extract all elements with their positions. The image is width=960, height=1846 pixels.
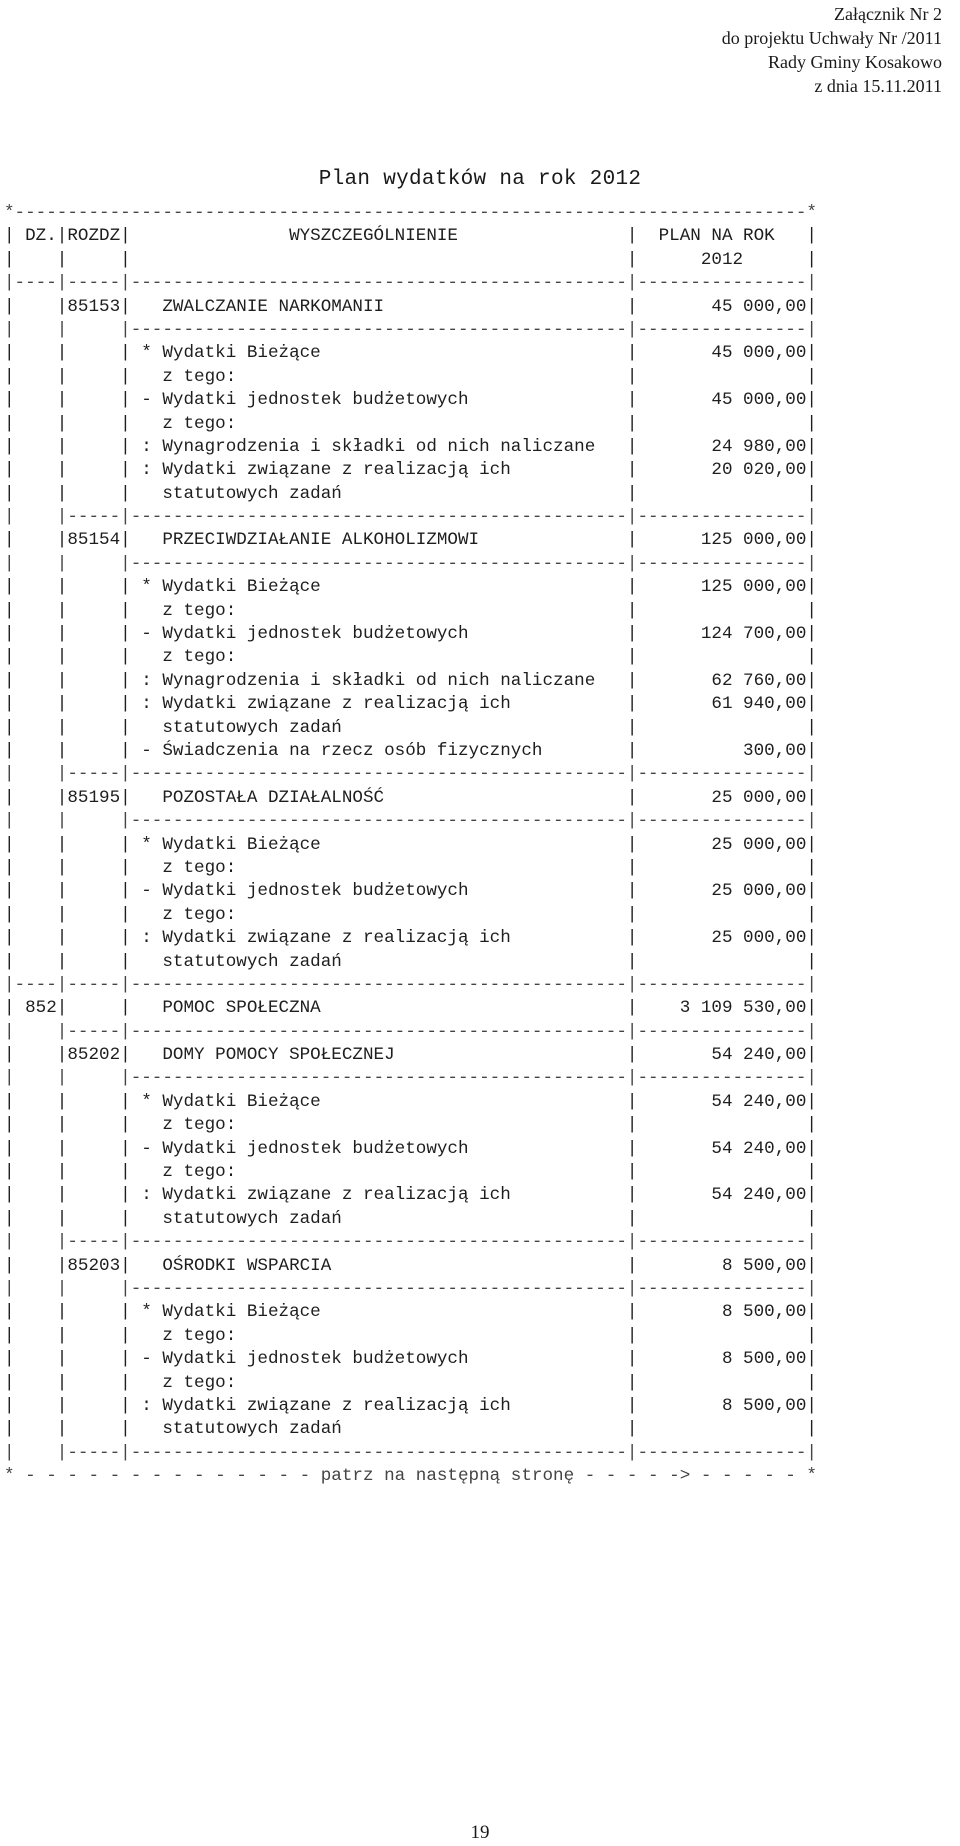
table-row: | | | : Wynagrodzenia i składki od nich naliczane | 62 760,00| bbox=[4, 670, 817, 691]
page-number: 19 bbox=[470, 1822, 490, 1843]
sublabel-row: | | | z tego: | | bbox=[4, 647, 817, 668]
table-row: | | | : Wydatki związane z realizacją ich | 61 940,00| bbox=[4, 694, 817, 715]
table-row: | | | - Wydatki jednostek budżetowych | 25 000,00| bbox=[4, 881, 817, 902]
table-rule: | |-----|-----------------------------------------------|----------------| bbox=[4, 1021, 817, 1042]
table-row: | | | : Wydatki związane z realizacją ich | 8 500,00| bbox=[4, 1395, 817, 1416]
table-rule: | |-----|-----------------------------------------------|----------------| bbox=[4, 507, 817, 528]
sublabel-row: | | | z tego: | | bbox=[4, 1115, 817, 1136]
table-row: | | | - Wydatki jednostek budżetowych | 54 240,00| bbox=[4, 1138, 817, 1159]
attachment-line-1: Załącznik Nr 2 bbox=[834, 4, 942, 24]
table-row: | |85153| ZWALCZANIE NARKOMANII | 45 000,00| bbox=[4, 296, 817, 317]
table-header-row: | | | | 2012 | bbox=[4, 249, 817, 270]
sublabel-row: | | | z tego: | | bbox=[4, 600, 817, 621]
continuation-footer: * - - - - - - - - - - - - - - patrz na następną stronę - - - - -> - - - - - * bbox=[4, 1466, 817, 1487]
sublabel-row: | | | z tego: | | bbox=[4, 1325, 817, 1346]
table-header-row: | DZ.|ROZDZ| WYSZCZEGÓLNIENIE | PLAN NA ROK | bbox=[4, 226, 817, 247]
table-rule: | |-----|-----------------------------------------------|----------------| bbox=[4, 1442, 817, 1463]
table-rule: | |-----|-----------------------------------------------|----------------| bbox=[4, 1232, 817, 1253]
table-row: | | | * Wydatki Bieżące | 45 000,00| bbox=[4, 343, 817, 364]
table-row: | | | statutowych zadań | | bbox=[4, 717, 817, 738]
table-rule: | | |-----------------------------------------------|----------------| bbox=[4, 319, 817, 340]
table-rule: |----|-----|-----------------------------------------------|----------------| bbox=[4, 273, 817, 294]
table-rule: | |-----|-----------------------------------------------|----------------| bbox=[4, 764, 817, 785]
sublabel-row: | | | z tego: | | bbox=[4, 413, 817, 434]
attachment-note bbox=[622, 2, 942, 98]
table-row: | 852| | POMOC SPOŁECZNA | 3 109 530,00| bbox=[4, 998, 817, 1019]
table-rule: | | |-----------------------------------------------|----------------| bbox=[4, 553, 817, 574]
table-row: | | | : Wynagrodzenia i składki od nich naliczane | 24 980,00| bbox=[4, 436, 817, 457]
table-rule: | | |-----------------------------------------------|----------------| bbox=[4, 1068, 817, 1089]
table-row: | | | * Wydatki Bieżące | 54 240,00| bbox=[4, 1091, 817, 1112]
table-row: | |85202| DOMY POMOCY SPOŁECZNEJ | 54 240,00| bbox=[4, 1045, 817, 1066]
table-top-border: *---------------------------------------------------------------------------* bbox=[4, 203, 817, 223]
table-row: | | | * Wydatki Bieżące | 125 000,00| bbox=[4, 577, 817, 598]
table-row: | |85195| POZOSTAŁA DZIAŁALNOŚĆ | 25 000,00| bbox=[4, 787, 817, 808]
table-row: | |85203| OŚRODKI WSPARCIA | 8 500,00| bbox=[4, 1255, 817, 1276]
table-row: | | | statutowych zadań | | bbox=[4, 1419, 817, 1440]
table-row: | | | statutowych zadań | | bbox=[4, 951, 817, 972]
sublabel-row: | | | z tego: | | bbox=[4, 904, 817, 925]
table-row: | | | * Wydatki Bieżące | 8 500,00| bbox=[4, 1302, 817, 1323]
table-row: | | | statutowych zadań | | bbox=[4, 483, 817, 504]
budget-table bbox=[0, 202, 817, 1488]
table-row: | | | - Wydatki jednostek budżetowych | 45 000,00| bbox=[4, 390, 817, 411]
page-title: Plan wydatków na rok 2012 bbox=[318, 168, 642, 191]
table-rule: |----|-----|-----------------------------------------------|----------------| bbox=[4, 974, 817, 995]
table-row: | | | * Wydatki Bieżące | 25 000,00| bbox=[4, 834, 817, 855]
attachment-line-4: z dnia 15.11.2011 bbox=[814, 76, 942, 96]
table-rule: | | |-----------------------------------------------|----------------| bbox=[4, 1278, 817, 1299]
sublabel-row: | | | z tego: | | bbox=[4, 1162, 817, 1183]
table-row: | | | : Wydatki związane z realizacją ich | 20 020,00| bbox=[4, 460, 817, 481]
sublabel-row: | | | z tego: | | bbox=[4, 857, 817, 878]
table-row: | | | - Wydatki jednostek budżetowych | 8 500,00| bbox=[4, 1349, 817, 1370]
table-row: | | | : Wydatki związane z realizacją ich | 54 240,00| bbox=[4, 1185, 817, 1206]
sublabel-row: | | | z tego: | | bbox=[4, 1372, 817, 1393]
attachment-line-3: Rady Gminy Kosakowo bbox=[768, 52, 942, 72]
attachment-line-2: do projektu Uchwały Nr /2011 bbox=[721, 28, 942, 48]
sublabel-row: | | | z tego: | | bbox=[4, 366, 817, 387]
table-row: | | | : Wydatki związane z realizacją ich | 25 000,00| bbox=[4, 928, 817, 949]
table-row: | | | - Świadczenia na rzecz osób fizycznych | 300,00| bbox=[4, 740, 817, 761]
table-rule: | | |-----------------------------------------------|----------------| bbox=[4, 811, 817, 832]
table-row: | | | - Wydatki jednostek budżetowych | 124 700,00| bbox=[4, 624, 817, 645]
table-row: | |85154| PRZECIWDZIAŁANIE ALKOHOLIZMOWI | 125 000,00| bbox=[4, 530, 817, 551]
table-row: | | | statutowych zadań | | bbox=[4, 1208, 817, 1229]
